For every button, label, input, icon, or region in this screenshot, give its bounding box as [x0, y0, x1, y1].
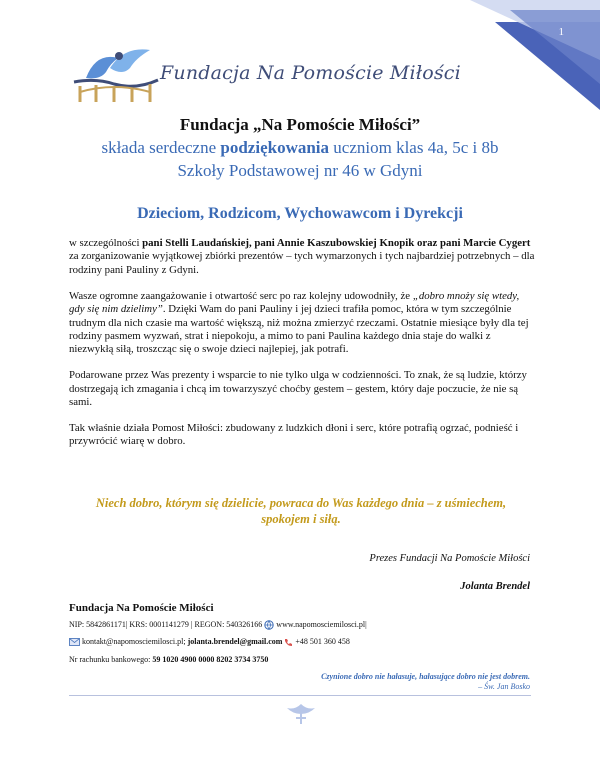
envelope-icon: [69, 638, 80, 646]
website-link[interactable]: www.napomosciemilosci.pl|: [276, 620, 367, 629]
phone-icon: [284, 638, 293, 647]
phone-number: +48 501 360 458: [295, 637, 350, 646]
footer-org: Fundacja Na Pomoście Miłości: [69, 602, 214, 614]
footer-registration: [69, 620, 367, 630]
foundation-logo-icon: [66, 38, 162, 108]
footer-ids: NIP: 5842861171| KRS: 0001141279 | REGON: 540326166: [69, 620, 263, 629]
p2-post: . Dzięki Wam do pani Pauliny i jej dzieci trafiła pomoc, która w tym szczególnie trudnym dla nich czasie ma wartość większą, niż można zmierzyć rzeczami. Ostatnie miesiące były dla tej rodziny pasmem wyzwań, strat i niepokoju, a mimo to pani Paulina każdego dnia staje do walki z niezwykłą siłą, troszcząc się o swoje dzieci najlepiej, jak potrafi.: [69, 303, 529, 356]
motto: [321, 672, 530, 692]
p1-pre: w szczególności: [69, 237, 143, 249]
school-line: Szkoły Podstawowej nr 46 w Gdyni: [177, 161, 423, 180]
bank-number: 59 1020 4900 0000 8202 3734 3750: [152, 655, 269, 664]
thanks-line: [0, 138, 600, 158]
paragraph-1: [69, 237, 535, 277]
subtitle: Dzieciom, Rodzicom, Wychowawcom i Dyrekcji: [137, 205, 463, 222]
p1-post: za zorganizowanie wyjątkowej zbiórki prezentów – tych wymarzonych i tych najbardziej potrzebnych – dla rodziny pani Pauliny z Gdyni.: [69, 250, 535, 276]
page-number: 1: [558, 26, 564, 38]
email-link-2[interactable]: jolanta.brendel@gmail.com: [187, 637, 283, 646]
paragraph-2: [69, 290, 535, 357]
thanks-line-bold: podziękowania: [220, 138, 330, 157]
motto-author: – Św. Jan Bosko: [478, 682, 530, 691]
p1-names: pani Stelli Laudańskiej, pani Annie Kaszubowskiej Knopik oraz pani Marcie Cygert: [142, 237, 531, 249]
p2-pre: Wasze ogromne zaangażowanie i otwartość serc po raz kolejny udowodniły, że: [69, 289, 413, 302]
email-link-1[interactable]: kontakt@napomosciemilosci.pl;: [82, 637, 188, 646]
thanks-line-post: uczniom klas 4a, 5c i 8b: [329, 138, 499, 157]
foundation-title: Fundacja „Na Pomoście Miłości”: [179, 115, 421, 134]
globe-icon: [264, 620, 274, 630]
bird-emblem-icon: [285, 700, 317, 726]
letter-body: [69, 237, 535, 461]
motto-text: Czynione dobro nie hałasuje, hałasujące dobro nie jest dobrem.: [321, 672, 530, 681]
logo-text: Fundacja Na Pomoście Miłości: [160, 62, 461, 84]
bank-label: Nr rachunku bankowego:: [69, 655, 153, 664]
footer-contact: [69, 637, 350, 647]
signature-role: Prezes Fundacji Na Pomoście Miłości: [369, 553, 530, 564]
paragraph-3: Podarowane przez Was prezenty i wsparcie to nie tylko ulga w codzienności. To znak, że są ludzie, którzy dostrzegają ich zmagania i chcą im towarzyszyć choćby gestem – gestem, który daje poczucie, że nie są sami.: [69, 369, 527, 409]
corner-decoration: [470, 0, 600, 110]
p2-quote: „dobro mnoży się wtedy, gdy się nim dzielimy”: [69, 289, 520, 316]
paragraph-4: Tak właśnie działa Pomost Miłości: zbudowany z ludzkich dłoni i serc, które potrafią ogrzać, podnieść i przywrócić wiarę w dobro.: [69, 421, 519, 448]
footer-bank: [69, 655, 268, 664]
signature-name: Jolanta Brendel: [460, 581, 530, 592]
footer-divider: [69, 695, 531, 696]
closing-quote: Niech dobro, którym się dzielicie, powraca do Was każdego dnia – z uśmiechem, spokojem i siłą.: [95, 496, 507, 526]
thanks-line-pre: składa serdeczne: [101, 138, 221, 157]
